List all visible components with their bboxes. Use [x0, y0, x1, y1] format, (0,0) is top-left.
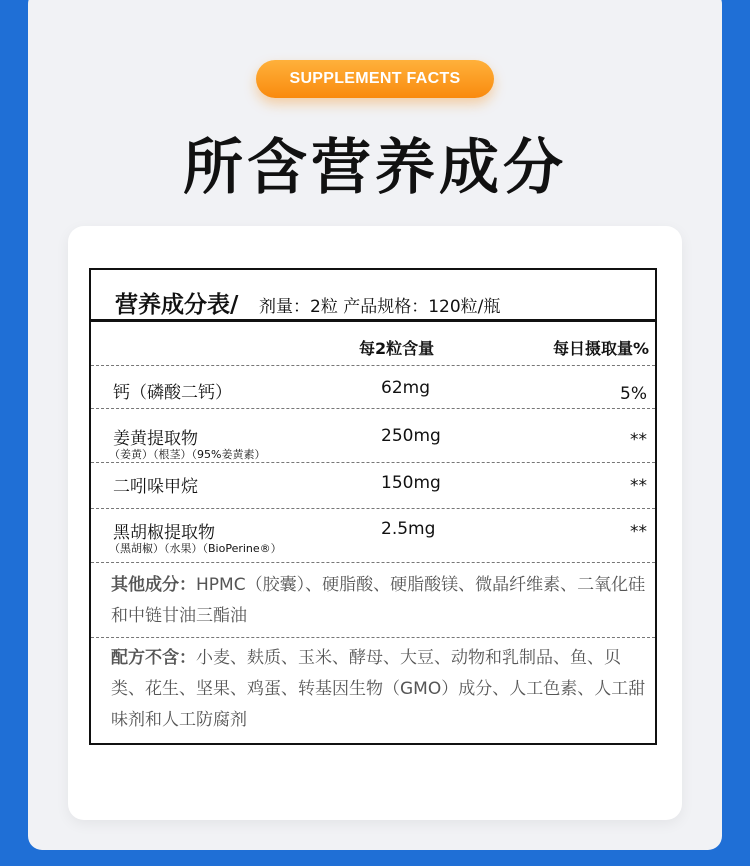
nutrition-table — [89, 268, 657, 745]
nutrient-name: 钙（磷酸二钙） — [113, 383, 232, 403]
divider — [91, 462, 655, 463]
nutrient-daily-percent: 5% — [620, 384, 647, 404]
other-ingredients-text: HPMC（胶囊）、硬脂酸、硬脂酸镁、微晶纤维素、二氧化硅和中链甘油三酯油 — [111, 575, 646, 626]
nutrient-daily-percent: ** — [630, 522, 647, 542]
table-title-row — [91, 270, 655, 322]
nutrient-amount: 250mg — [381, 426, 441, 446]
divider — [91, 408, 655, 409]
nutrient-amount: 150mg — [381, 473, 441, 493]
page-title: 所含营养成分 — [183, 133, 567, 203]
nutrient-daily-percent: ** — [630, 476, 647, 496]
nutrient-amount: 62mg — [381, 378, 430, 398]
divider — [91, 508, 655, 509]
divider — [91, 637, 655, 638]
nutrient-name: 黑胡椒提取物 — [113, 523, 215, 543]
nutrient-amount: 2.5mg — [381, 519, 436, 539]
nutrient-note: （姜黄）（根茎）（95%姜黄素） — [109, 448, 266, 461]
nutrient-name: 二吲哚甲烷 — [113, 477, 198, 497]
table-title: 营养成分表/ — [115, 292, 239, 318]
divider — [91, 365, 655, 366]
free-from-text: 小麦、麸质、玉米、酵母、大豆、动物和乳制品、鱼、贝类、花生、坚果、鸡蛋、转基因生物（GMO）成分、人工色素、人工甜味剂和人工防腐剂 — [111, 648, 646, 730]
free-from-label: 配方不含： — [111, 648, 196, 668]
divider — [91, 562, 655, 563]
nutrient-name: 姜黄提取物 — [113, 429, 198, 449]
supplement-facts-badge: SUPPLEMENT FACTS — [256, 60, 494, 98]
formula-free-from — [111, 643, 651, 736]
column-header-daily: 每日摄取量% — [552, 339, 649, 358]
nutrient-note: （黑胡椒）（水果）（BioPerine®） — [109, 542, 282, 555]
column-header-amount: 每2粒含量 — [359, 339, 435, 358]
nutrient-daily-percent: ** — [630, 430, 647, 450]
table-subtitle: 剂量：2粒 产品规格：120粒/瓶 — [259, 297, 501, 317]
other-ingredients — [111, 570, 651, 632]
other-ingredients-label: 其他成分： — [111, 575, 196, 595]
